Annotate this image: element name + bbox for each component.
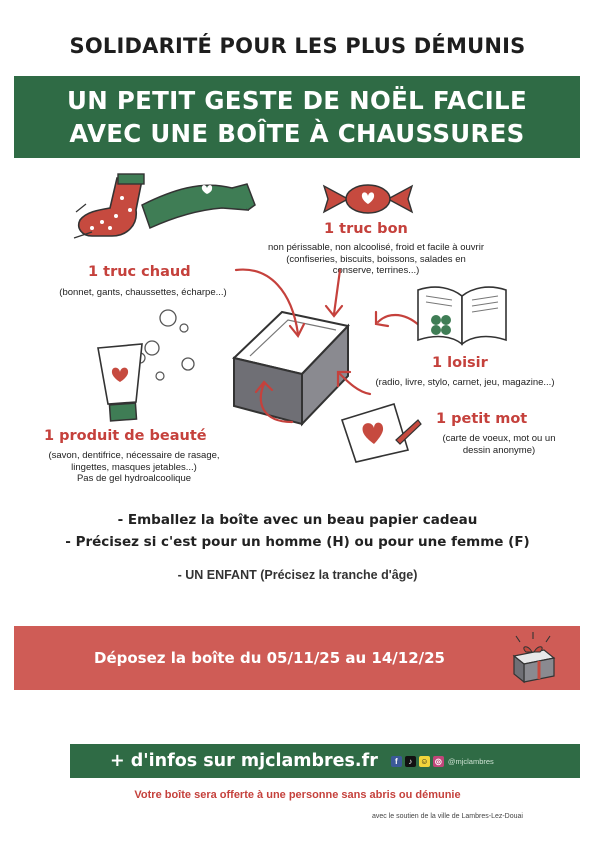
instruction-child: - UN ENFANT (Précisez la tranche d'âge)	[177, 568, 418, 582]
truc-chaud-title: 1 truc chaud	[88, 264, 191, 280]
tiktok-icon: ♪	[405, 756, 416, 767]
petit-mot-title: 1 petit mot	[436, 411, 528, 427]
candy-icon	[320, 182, 416, 216]
gift-icon	[506, 630, 560, 686]
book-icon	[412, 282, 512, 350]
footer-support: avec le soutien de la ville de Lambres-Lez-Douai	[372, 813, 523, 820]
beaute-title: 1 produit de beauté	[44, 428, 207, 444]
deposit-text: Déposez la boîte du 05/11/25 au 14/12/25	[94, 649, 445, 667]
social-icons	[388, 756, 494, 767]
deposit-banner	[14, 626, 580, 690]
snapchat-icon: ☺	[420, 756, 429, 766]
sock-scarf-icon	[72, 170, 262, 250]
facebook-icon: f	[391, 756, 402, 767]
social-handle: @mjclambres	[447, 756, 494, 766]
headline-banner	[14, 76, 580, 158]
page-title: SOLIDARITÉ POUR LES PLUS DÉMUNIS	[69, 34, 526, 58]
lotion-tube-icon	[92, 342, 152, 426]
truc-chaud-desc: (bonnet, gants, chaussettes, écharpe...)	[59, 287, 227, 298]
instagram-icon: ◎	[433, 756, 444, 767]
truc-bon-desc: non périssable, non alcoolisé, froid et facile à ouvrir (confiseries, biscuits, boissons, salades en conserve, terrines...)	[268, 242, 484, 276]
info-banner	[70, 744, 580, 778]
beaute-desc: (savon, dentifrice, nécessaire de rasage, lingettes, masques jetables...) Pas de gel hydroalcoolique	[48, 450, 220, 484]
headline-line-1: UN PETIT GESTE DE NOËL FACILE	[67, 86, 527, 115]
truc-bon-title: 1 truc bon	[324, 221, 408, 237]
instruction-wrap: - Emballez la boîte avec un beau papier cadeau	[117, 512, 478, 528]
headline-line-2: AVEC UNE BOÎTE À CHAUSSURES	[69, 119, 525, 148]
info-text: + d'infos sur mjclambres.fr	[110, 751, 378, 771]
instruction-gender: - Précisez si c'est pour un homme (H) ou pour une femme (F)	[65, 534, 530, 550]
loisir-title: 1 loisir	[432, 355, 488, 371]
letter-heart-icon	[336, 400, 422, 464]
petit-mot-desc: (carte de voeux, mot ou un dessin anonyme)	[442, 433, 556, 456]
footer-message: Votre boîte sera offerte à une personne sans abris ou démunie	[134, 789, 461, 801]
loisir-desc: (radio, livre, stylo, carnet, jeu, magazine...)	[375, 377, 555, 388]
